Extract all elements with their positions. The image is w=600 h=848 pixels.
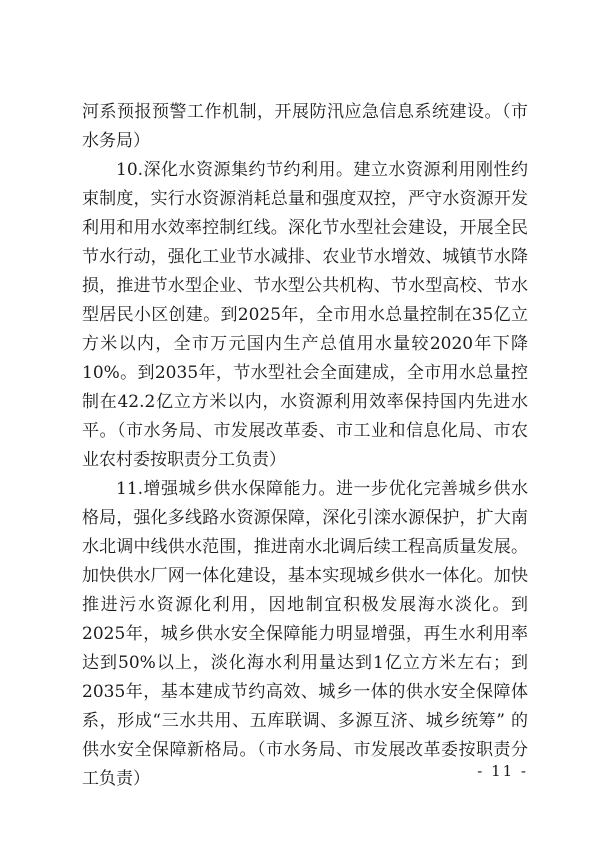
body-text (82, 98, 528, 794)
page-number: - 11 - (477, 762, 528, 780)
paragraph-item-11: 11.增强城乡供水保障能力。进一步优化完善城乡供水格局，强化多线路水资源保障，深化引滦水源保护，扩大南水北调中线供水范围，推进南水北调后续工程高质量发展。加快供水厂网一体化建设，基本实现城乡供水一体化。加快推进污水资源化利用，因地制宜积极发展海水淡化。到2025年，城乡供水安全保障能力明显增强，再生水利用率达到50%以上，淡化海水利用量达到1亿立方米左右；到2035年，基本建成节约高效、城乡一体的供水安全保障体系，形成“三水共用、五库联调、多源互济、城乡统筹” 的供水安全保障新格局。（市水务局、市发展改革委按职责分工负责） (82, 479, 528, 789)
paragraph-item-10: 10.深化水资源集约节约利用。建立水资源利用刚性约束制度，实行水资源消耗总量和强度双控，严守水资源开发利用和用水效率控制红线。深化节水型社会建设，开展全民节水行动，强化工业节水减排、农业节水增效、城镇节水降损，推进节水型企业、节水型公共机构、节水型高校、节水型居民小区创建。到2025年，全市用水总量控制在35亿立方米以内，全市万元国内生产总值用水量较2020年下降10%。到2035年，节水型社会全面建成，全市用水总量控制在42.2亿立方米以内，水资源利用效率保持国内先进水平。（市水务局、市发展改革委、市工业和信息化局、市农业农村委按职责分工负责） (82, 160, 528, 470)
paragraph-continuation: 河系预报预警工作机制，开展防汛应急信息系统建设。（市水务局） (82, 102, 528, 151)
